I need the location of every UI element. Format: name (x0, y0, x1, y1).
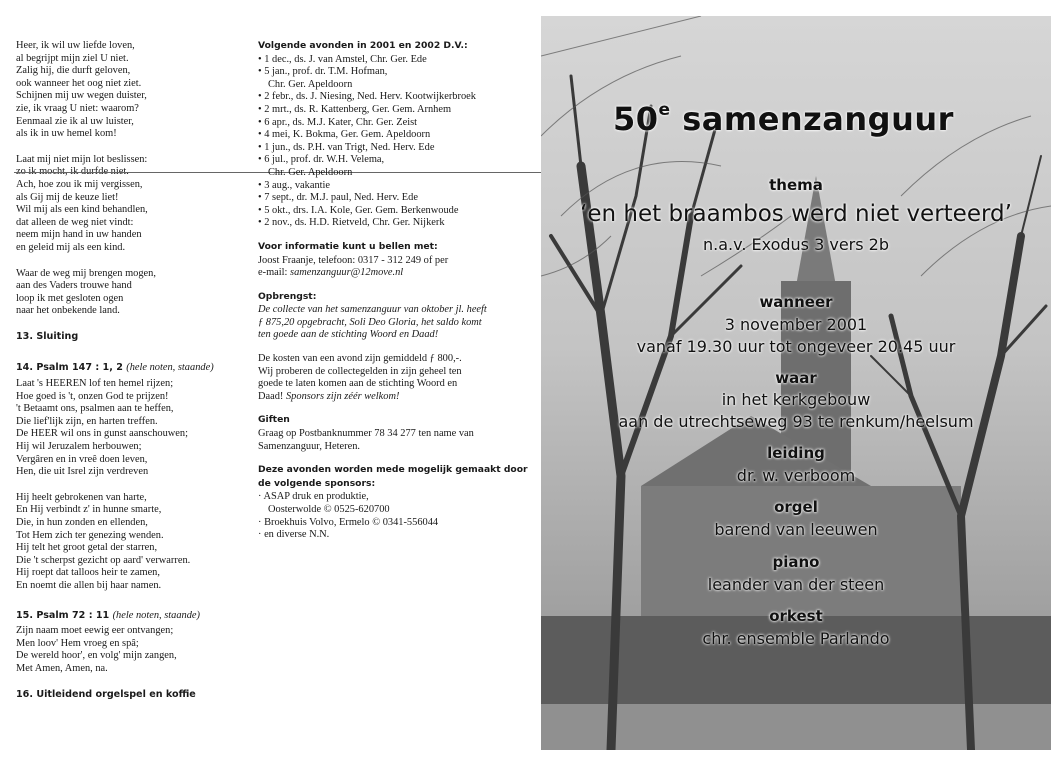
contact-info (258, 241, 520, 280)
item-16-heading: 16. Uitleidend orgelspel en koffie (16, 688, 196, 700)
orgel-label: orgel (774, 498, 818, 516)
item-14-heading (16, 362, 246, 375)
evening-item: Chr. Ger. Apeldoorn (268, 166, 353, 178)
stanza-line: Hij heelt gebrokenen van harte, (16, 491, 147, 503)
info-email-row (258, 267, 520, 280)
leiding-value: dr. w. verboom (736, 466, 856, 485)
thema-label: thema (769, 176, 823, 194)
kosten-text (258, 353, 520, 403)
stanza-line: Tot Hem zich ter genezing wenden. (16, 529, 164, 541)
stanza-line: Hij wil Jeruzalem herbouwen; (16, 441, 142, 453)
poster-text (541, 16, 1051, 750)
stanza-line: al begrijpt mijn ziel U niet. (16, 52, 129, 64)
stanza-line: loop ik met gesloten ogen (16, 292, 124, 304)
sponsor-item: · ASAP druk en produktie, (258, 491, 520, 504)
sponsor-item: · Broekhuis Volvo, Ermelo © 0341-556044 (258, 517, 520, 530)
stanza-line: Zalig hij, die durft geloven, (16, 65, 131, 77)
hymn-stanzas (16, 40, 246, 318)
stanza-line: Heer, ik wil uw liefde loven, (16, 40, 135, 51)
stanza-line: 't Betaamt ons, psalmen aan te heffen, (16, 403, 174, 415)
stanza-line: Waar de weg mij brengen mogen, (16, 267, 156, 279)
item-15-title: 15. Psalm 72 : 11 (16, 609, 110, 621)
evening-item: • 5 okt., drs. I.A. Kole, Ger. Gem. Berkenwoude (258, 205, 520, 218)
stanza-line: En Hij verbindt z' in hunne smarte, (16, 504, 162, 516)
orkest-label: orkest (769, 607, 823, 625)
stanza-line: Vergâren en in vreê doen leven, (16, 453, 148, 465)
sponsors-welcome: Sponsors zijn zéér welkom! (285, 390, 400, 402)
kosten-line: De kosten van een avond zijn gemiddeld ƒ 800,-. (258, 353, 462, 365)
sponsors-list (258, 491, 520, 541)
stanza-line: als ik in uw hemel kom! (16, 128, 117, 140)
stanza-line: Zijn naam moet eewig eer ontvangen; (16, 625, 174, 637)
stanza-line: Eenmaal zie ik al uw luister, (16, 115, 134, 127)
title-ordinal: e (658, 100, 671, 120)
stanza-line: En noemt die allen bij haar namen. (16, 579, 162, 591)
evening-item: • 3 aug., vakantie (258, 180, 520, 193)
waar-building: in het kerkgebouw (721, 390, 871, 409)
title-word: samenzanguur (682, 100, 954, 138)
evening-item: • 1 dec., ds. J. van Amstel, Chr. Ger. Ede (258, 54, 520, 67)
item-15-note: (hele noten, staande) (112, 609, 201, 621)
item-13-heading: 13. Sluiting (16, 330, 79, 342)
item-14-title: 14. Psalm 147 : 1, 2 (16, 362, 123, 374)
kosten (258, 353, 520, 403)
piano-label: piano (772, 553, 820, 571)
evenings-list (258, 54, 520, 230)
stanza-line: Laat 's HEEREN lof ten hemel rijzen; (16, 378, 174, 390)
poster-title (613, 100, 954, 138)
title-number: 50 (613, 100, 659, 138)
evening-item: • 6 jul., prof. dr. W.H. Velema, (258, 154, 520, 167)
stanza-line: Ach, hoe zou ik mij vergissen, (16, 178, 143, 190)
stanza-line: Schijnen mij uw wegen duister, (16, 90, 147, 102)
stanza-line: aan des Vaders trouwe hand (16, 280, 132, 292)
stanza-line: als Gij mij de keuze liet! (16, 191, 119, 203)
psalm-72-text (16, 625, 246, 675)
stanza-line: De wereld hoor', en volg' mijn zangen, (16, 650, 177, 662)
stanza-line: Hoe goed is 't, onzen God te prijzen! (16, 390, 169, 402)
stanza-line: Laat mij niet mijn lot beslissen: (16, 153, 148, 165)
info-heading: Voor informatie kunt u bellen met: (258, 240, 438, 252)
sponsors (258, 464, 528, 542)
psalm-147-text (16, 378, 246, 593)
stanza-line: neem mijn hand in uw handen (16, 229, 142, 241)
stanza-line: en geleid mij als een kind. (16, 241, 126, 253)
wanneer-date: 3 november 2001 (724, 315, 868, 334)
wanneer-time: vanaf 19.30 uur tot ongeveer 20.45 uur (636, 337, 956, 356)
stanza-line: zie, ik vraag U niet: waarom? (16, 102, 139, 114)
stanza-line: dat alleen de weg niet vindt: (16, 216, 134, 228)
stanza (16, 492, 246, 593)
stanza (16, 40, 246, 141)
event-poster (541, 16, 1051, 750)
evening-item: • 5 jan., prof. dr. T.M. Hofman, (258, 66, 520, 79)
opbrengst-line: ƒ 875,20 opgebracht, Soli Deo Gloria, het saldo komt (258, 316, 482, 328)
giften-heading: Giften (258, 414, 290, 426)
opbrengst-heading: Opbrengst: (258, 290, 317, 302)
stanza-line: naar het onbekende land. (16, 305, 120, 317)
item-14-note: (hele noten, staande) (126, 362, 214, 374)
evening-item: • 2 mrt., ds. R. Kattenberg, Ger. Gem. Arnhem (258, 104, 520, 117)
kosten-line: goede te laten komen aan de stichting Woord en (258, 378, 458, 390)
item-15-heading (16, 610, 246, 623)
waar-address: aan de utrechtseweg 93 te renkum/heelsum (618, 412, 974, 431)
sponsor-item: · en diverse N.N. (258, 529, 520, 542)
stanza (16, 268, 246, 318)
evening-item: • 1 jun., ds. P.H. van Trigt, Ned. Herv. Ede (258, 142, 520, 155)
stanza-line: Die 't scherpst gezicht op aard' verwarren. (16, 554, 191, 566)
opbrengst-text (258, 304, 520, 342)
orkest-value: chr. ensemble Parlando (702, 629, 890, 648)
info-column (258, 40, 528, 553)
stanza (16, 154, 246, 255)
opbrengst-line: De collecte van het samenzanguur van oktober jl. heeft (258, 304, 487, 316)
stanza-line: ook wanneer het oog niet ziet. (16, 77, 142, 89)
opbrengst-line: ten goede aan de stichting Woord en Daad! (258, 329, 439, 341)
stanza-line: De HEER wil ons in gunst aanschouwen; (16, 428, 188, 440)
piano-value: leander van der steen (707, 575, 885, 594)
orgel-value: barend van leeuwen (714, 520, 878, 539)
evening-item: • 4 mei, K. Bokma, Ger. Gem. Apeldoorn (258, 129, 520, 142)
evenings-heading: Volgende avonden in 2001 en 2002 D.V.: (258, 40, 468, 51)
sponsors-heading-1: Deze avonden worden mede mogelijk gemaakt door (258, 464, 528, 476)
opbrengst (258, 291, 520, 342)
stanza-line: Men loov' Hem vroeg en spâ; (16, 637, 139, 649)
thema-reference: n.a.v. Exodus 3 vers 2b (702, 235, 890, 254)
stanza-line: Die lief'lijk zijn, en harten treffen. (16, 415, 158, 427)
evening-item: Chr. Ger. Apeldoorn (268, 78, 353, 90)
kosten-line: Wij proberen de collectegelden in zijn geheel ten (258, 365, 462, 377)
evening-item: • 2 febr., ds. J. Niesing, Ned. Herv. Kootwijkerbroek (258, 91, 520, 104)
stanza-line: Met Amen, Amen, na. (16, 662, 108, 674)
giften-text (258, 428, 520, 453)
waar-label: waar (775, 369, 817, 387)
stanza (16, 378, 246, 479)
kosten-line: Daad! (258, 390, 286, 402)
evening-item: • 7 sept., dr. M.J. paul, Ned. Herv. Ede (258, 192, 520, 205)
giften (258, 414, 520, 453)
giften-line: Samenzanguur, Heteren. (258, 440, 361, 452)
info-phone: Joost Fraanje, telefoon: 0317 - 312 249 of per (258, 254, 449, 266)
stanza-line: Wil mij als een kind behandlen, (16, 204, 148, 216)
song-texts-column (16, 40, 246, 704)
evening-item: • 2 nov., ds. H.D. Rietveld, Chr. Ger. Nijkerk (258, 217, 520, 230)
stanza-line: Hen, die uit Isrel zijn verdreven (16, 466, 149, 478)
thema-value: ‘en het braambos werd niet verteerd’ (580, 201, 1012, 227)
stanza-line: Hij roept dat talloos heir te zamen, (16, 567, 160, 579)
giften-line: Graag op Postbanknummer 78 34 277 ten name van (258, 428, 474, 440)
stanza-line: Hij telt het groot getal der starren, (16, 542, 158, 554)
stanza-line: Die, in hun zonden en ellenden, (16, 517, 148, 528)
evening-item: • 6 apr., ds. M.J. Kater, Chr. Ger. Zeist (258, 117, 520, 130)
leiding-label: leiding (767, 444, 825, 462)
sponsors-heading-2: de volgende sponsors: (258, 477, 376, 489)
info-email[interactable]: samenzanguur@12move.nl (290, 267, 404, 279)
stanza-line: zo ik mocht, ik durfde niet. (16, 166, 246, 179)
sponsor-item: Oosterwolde © 0525-620700 (268, 504, 390, 515)
info-email-label: e-mail: (258, 267, 291, 279)
upcoming-evenings (258, 40, 520, 230)
wanneer-label: wanneer (759, 293, 833, 311)
